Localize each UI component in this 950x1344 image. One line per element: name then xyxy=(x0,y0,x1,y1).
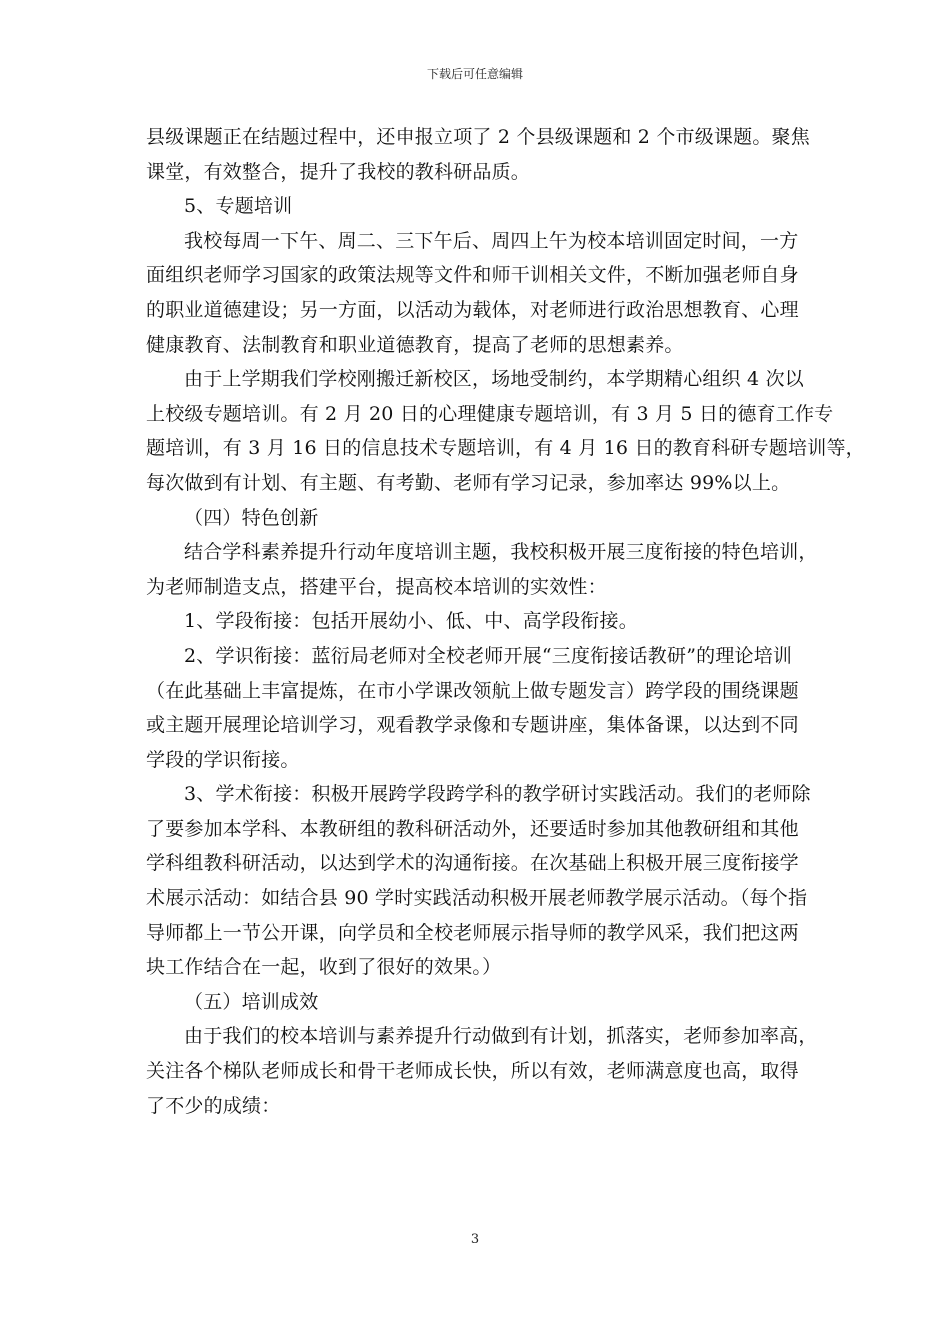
text-line: 健康教育、法制教育和职业道德教育，提高了老师的思想素养。 xyxy=(146,333,684,356)
text-line: 我校每周一下午、周二、三下午后、周四上午为校本培训固定时间，一方 xyxy=(184,229,799,252)
text-line: 2、学识衔接：蓝衍局老师对全校老师开展“三度衔接话教研”的理论培训 xyxy=(184,644,793,667)
text-line: 或主题开展理论培训学习，观看教学录像和专题讲座，集体备课，以达到不同 xyxy=(146,714,799,737)
text-line: 了要参加本学科、本教研组的教科研活动外，还要适时参加其他教研组和其他 xyxy=(146,817,799,840)
text-line: 3、学术衔接：积极开展跨学段跨学科的教学研讨实践活动。我们的老师除 xyxy=(184,783,811,806)
text-line: 学科组教科研活动，以达到学术的沟通衔接。在次基础上积极开展三度衔接学 xyxy=(146,852,799,875)
text-line: 学段的学识衔接。 xyxy=(146,748,300,771)
text-line: 由于我们的校本培训与素养提升行动做到有计划，抓落实，老师参加率高， xyxy=(184,1025,818,1048)
text-line: 县级课题正在结题过程中，还申报立项了 2 个县级课题和 2 个市级课题。聚焦 xyxy=(146,126,810,148)
text-line: （五）培训成效 xyxy=(184,990,319,1013)
text-line: 术展示活动：如结合县 90 学时实践活动积极开展老师教学展示活动。（每个指 xyxy=(146,887,808,910)
page-header: 下载后可任意编辑 xyxy=(426,67,523,81)
text-line: 结合学科素养提升行动年度培训主题，我校积极开展三度衔接的特色培训， xyxy=(184,541,818,564)
text-line: （四）特色创新 xyxy=(184,506,319,529)
text-line: 题培训，有 3 月 16 日的信息技术专题培训，有 4 月 16 日的教育科研专题培训等， xyxy=(146,437,865,460)
text-line: 的职业道德建设；另一方面，以活动为载体，对老师进行政治思想教育、心理 xyxy=(146,298,799,321)
text-line: 面组织老师学习国家的政策法规等文件和师干训相关文件，不断加强老师自身 xyxy=(146,264,799,287)
text-line: 5、专题培训 xyxy=(184,195,293,218)
text-line: 由于上学期我们学校刚搬迁新校区，场地受制约，本学期精心组织 4 次以 xyxy=(184,368,804,391)
document-body xyxy=(146,120,865,1123)
text-line: （在此基础上丰富提炼，在市小学课改领航上做专题发言）跨学段的围绕课题 xyxy=(146,679,799,702)
text-line: 块工作结合在一起，收到了很好的效果。） xyxy=(146,956,502,979)
text-line: 1、学段衔接：包括开展幼小、低、中、高学段衔接。 xyxy=(184,610,638,633)
text-line: 每次做到有计划、有主题、有考勤、老师有学习记录，参加率达 99%以上。 xyxy=(146,471,791,494)
text-line: 导师都上一节公开课，向学员和全校老师展示指导师的教学风采，我们把这两 xyxy=(146,921,799,944)
text-line: 课堂，有效整合，提升了我校的教科研品质。 xyxy=(146,160,531,183)
page-number: 3 xyxy=(470,1232,480,1247)
text-line: 为老师制造支点，搭建平台，提高校本培训的实效性： xyxy=(146,575,607,598)
text-line: 了不少的成绩： xyxy=(146,1094,281,1117)
text-line: 关注各个梯队老师成长和骨干老师成长快，所以有效，老师满意度也高，取得 xyxy=(146,1060,799,1083)
text-line: 上校级专题培训。有 2 月 20 日的心理健康专题培训，有 3 月 5 日的德育工作专 xyxy=(146,402,834,425)
